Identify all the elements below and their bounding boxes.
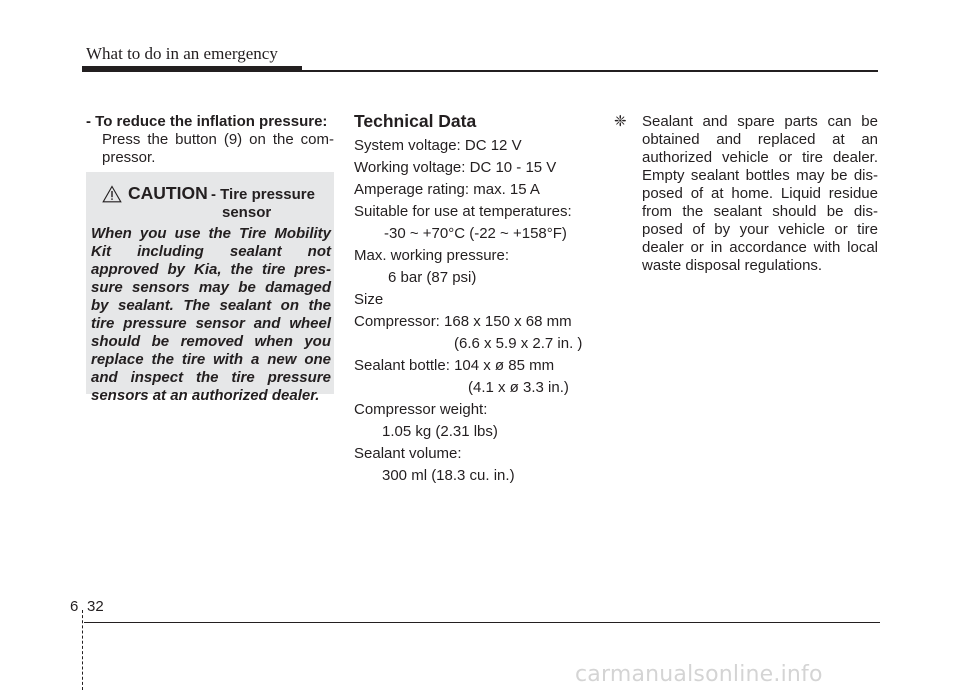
spec-pressure-value: 6 bar (87 psi) [388, 269, 477, 286]
footer-divider [82, 610, 83, 690]
spec-working-voltage: Working voltage: DC 10 - 15 V [354, 159, 557, 176]
caution-line: by sealant. The sealant on the [91, 297, 331, 314]
spec-size-label: Size [354, 291, 384, 308]
caution-box [86, 172, 334, 404]
caution-text [91, 225, 331, 405]
caution-line: tire pressure sensor and wheel [91, 315, 331, 332]
note-mark-icon: ❈ [614, 113, 627, 130]
note-line: posed of by your vehicle or tire [642, 221, 878, 238]
chapter-number: 6 [70, 598, 79, 615]
caution-line: Kit including sealant not [91, 243, 331, 260]
caution-line: should be removed when you [91, 333, 331, 350]
caution-line: sensors at an authorized dealer. [91, 387, 320, 404]
note-line: dealer or in accordance with local [642, 239, 878, 256]
spec-weight-value: 1.05 kg (2.31 lbs) [382, 423, 498, 440]
inflation-text [86, 131, 334, 167]
note-text [642, 113, 878, 275]
page-number: 32 [87, 598, 104, 615]
section-header: What to do in an emergency [86, 44, 278, 63]
caution-subtitle: sensor [222, 204, 272, 221]
spec-system-voltage: System voltage: DC 12 V [354, 137, 522, 154]
technical-data-title: Technical Data [354, 111, 477, 131]
spec-weight-label: Compressor weight: [354, 401, 488, 418]
spec-pressure-label: Max. working pressure: [354, 247, 510, 264]
header-rule-thin [82, 70, 878, 72]
caution-label: CAUTION [128, 183, 208, 203]
warning-triangle-icon [102, 185, 122, 203]
caution-subtitle: - Tire pressure [211, 186, 315, 203]
spec-volume-label: Sealant volume: [354, 445, 462, 462]
spec-compressor-size: Compressor: 168 x 150 x 68 mm [354, 313, 572, 330]
inflation-section [86, 113, 334, 167]
caution-line: approved by Kia, the tire pres- [91, 261, 331, 278]
note-line: obtained and replaced at an [642, 131, 878, 148]
spec-bottle-size: Sealant bottle: 104 x ø 85 mm [354, 357, 555, 374]
spec-compressor-size-in: (6.6 x 5.9 x 2.7 in. ) [454, 335, 583, 352]
note-line: posed of at home. Liquid residue [642, 185, 878, 202]
spec-temp-value: -30 ~ +70°C (-22 ~ +158°F) [384, 225, 567, 242]
note-line: waste disposal regulations. [642, 257, 823, 274]
technical-data-section [354, 111, 604, 487]
note-line: Sealant and spare parts can be [642, 113, 878, 130]
note-line: from the sealant should be dis- [642, 203, 878, 220]
caution-line: When you use the Tire Mobility [91, 225, 331, 242]
spec-amperage: Amperage rating: max. 15 A [354, 181, 540, 198]
caution-line: and inspect the tire pressure [91, 369, 331, 386]
caution-line: sure sensors may be damaged [91, 279, 331, 296]
caution-header [86, 183, 334, 227]
footer-rule [84, 622, 880, 623]
inflation-line: Press the button (9) on the com- [102, 131, 334, 148]
inflation-line: pressor. [102, 149, 156, 166]
spec-temp-label: Suitable for use at temperatures: [354, 203, 572, 220]
watermark: carmanualsonline.info [575, 662, 823, 687]
note-line: authorized vehicle or tire dealer. [642, 149, 878, 166]
caution-line: replace the tire with a new one [91, 351, 331, 368]
inflation-title: - To reduce the inflation pressure: [86, 113, 328, 130]
spec-volume-value: 300 ml (18.3 cu. in.) [382, 467, 515, 484]
note-line: Empty sealant bottles may be dis- [642, 167, 878, 184]
spec-bottle-size-in: (4.1 x ø 3.3 in.) [468, 379, 569, 396]
